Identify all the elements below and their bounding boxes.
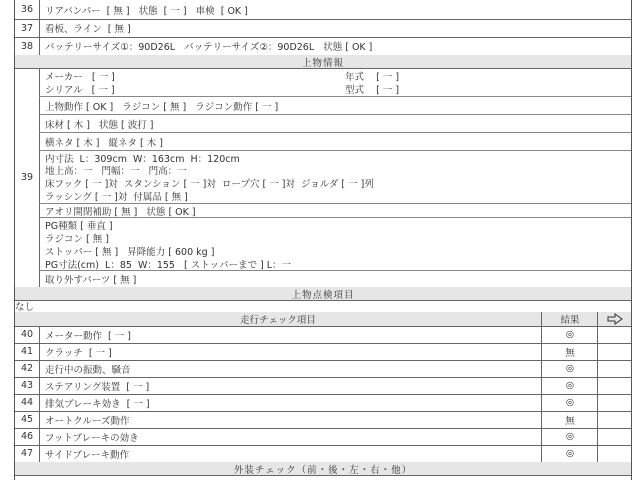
item-row-38 (15, 37, 631, 56)
item-number: 45 (15, 411, 40, 428)
inspection-sheet (14, 0, 632, 480)
item-text: 看板、ライン [ 無 ] (45, 24, 131, 35)
operation-block (39, 96, 631, 115)
drive-item-label: クラッチ [ 一 ] (45, 347, 112, 359)
model-label: 型式 [ 一 ] (345, 85, 400, 96)
drive-item-result: ◎ (541, 326, 598, 343)
item-number: 42 (15, 360, 40, 377)
year-label: 年式 [ 一 ] (345, 72, 400, 83)
column-divider (597, 394, 598, 411)
hooks-text: 床フック [ 一 ]対 スタンション [ 一 ]対 ロープ穴 [ 一 ]対 ジョルダ [ 一 ]列 (45, 179, 374, 190)
drive-item-result: ◎ (541, 428, 598, 445)
inner-dims-text: 内寸法 L：309cm W：163cm H：120cm (45, 154, 240, 165)
removable-block (39, 270, 631, 287)
drive-item-result: ◎ (541, 445, 598, 462)
column-divider (597, 428, 598, 445)
item-number: 47 (15, 445, 40, 462)
item-number: 41 (15, 343, 40, 360)
drive-row-44 (15, 394, 631, 412)
drive-row-42 (15, 360, 631, 378)
section-header-body-info: 上物情報 (15, 55, 631, 69)
pg-radio-text: ラジコン [ 無 ] (45, 234, 109, 245)
floor-block (39, 114, 631, 133)
lashing-text: ラッシング [ 一 ]対 付属品 [ 無 ] (45, 192, 188, 203)
item-text: バッテリーサイズ①：90D26L バッテリーサイズ②：90D26L 状態 [ OK ] (45, 42, 373, 53)
column-divider (597, 445, 598, 462)
column-divider (597, 326, 598, 343)
drive-item-label: 走行中の振動、騒音 (45, 364, 131, 376)
item-number: 44 (15, 394, 40, 411)
column-divider (597, 360, 598, 377)
item-number: 38 (15, 37, 40, 55)
drive-check-title: 走行チェック項目 (240, 315, 316, 326)
section-header-exterior: 外装チェック（前・後・左・右・他） (15, 462, 631, 476)
drive-item-label: ステアリング装置 [ 一 ] (45, 381, 150, 393)
floor-text: 床材 [ 木 ] 状態 [ 波打 ] (45, 120, 154, 131)
dimensions-block (39, 150, 631, 204)
serial-label: シリアル [ 一 ] (45, 85, 115, 96)
item-number: 37 (15, 19, 40, 37)
drive-row-43 (15, 377, 631, 395)
beams-text: 横ネタ [ 木 ] 縦ネタ [ 木 ] (45, 138, 164, 149)
drive-item-result: ◎ (541, 394, 598, 411)
item-number: 36 (15, 0, 40, 19)
ground-height-text: 地上高：一 門幅：一 門高：一 (45, 166, 187, 177)
drive-item-label: メーター動作 [ 一 ] (45, 330, 131, 342)
drive-item-result: ◎ (541, 377, 598, 394)
drive-item-result: ◎ (541, 360, 598, 377)
column-divider (597, 377, 598, 394)
drive-item-result: 無 (541, 343, 598, 360)
drive-row-47 (15, 445, 631, 463)
pg-stopper-text: ストッパー [ 無 ] 昇降能力 [ 600 kg ] (45, 247, 215, 258)
drive-check-header (15, 312, 631, 327)
drive-item-label: オートクルーズ動作 (45, 415, 130, 427)
drive-item-label: 排気ブレーキ効き [ 一 ] (45, 398, 150, 410)
beams-block (39, 132, 631, 151)
item-row-37 (15, 19, 631, 38)
pg-dims-text: PG寸法(cm) L：85 W：155 [ ストッパーまで ] L：一 (45, 260, 292, 271)
gate-assist-block (39, 203, 631, 218)
drive-row-41 (15, 343, 631, 361)
inspection-note: なし (15, 302, 35, 312)
drive-item-label: サイドブレーキ動作 (45, 449, 130, 461)
column-divider (597, 343, 598, 360)
operation-text: 上物動作 [ OK ] ラジコン [ 無 ] ラジコン動作 [ 一 ] (45, 102, 279, 113)
section-header-inspection: 上物点検項目 (15, 287, 631, 301)
item-row-36 (15, 0, 631, 20)
drive-row-46 (15, 428, 631, 446)
result-header: 結果 (541, 312, 598, 326)
drive-row-45 (15, 411, 631, 429)
item-number: 39 (15, 68, 40, 287)
item-number: 40 (15, 326, 40, 343)
maker-label: メーカー [ 一 ] (45, 72, 115, 83)
drive-item-result: 無 (541, 411, 598, 428)
column-divider (597, 411, 598, 428)
drive-row-40 (15, 326, 631, 344)
maker-block (39, 68, 631, 97)
gate-assist-text: アオリ開閉補助 [ 無 ] 状態 [ OK ] (45, 207, 196, 218)
comment-icon (597, 312, 632, 326)
item-number: 43 (15, 377, 40, 394)
drive-item-label: フットブレーキの効き (45, 432, 139, 444)
item-number: 46 (15, 428, 40, 445)
pg-type-text: PG種類 [ 垂直 ] (45, 221, 113, 232)
removable-text: 取り外すパーツ [ 無 ] (45, 275, 137, 286)
item-row-39 (15, 68, 631, 288)
item-text: リアバンパー [ 無 ] 状態 [ 一 ] 車検 [ OK ] (45, 5, 248, 17)
power-gate-block (39, 217, 631, 271)
